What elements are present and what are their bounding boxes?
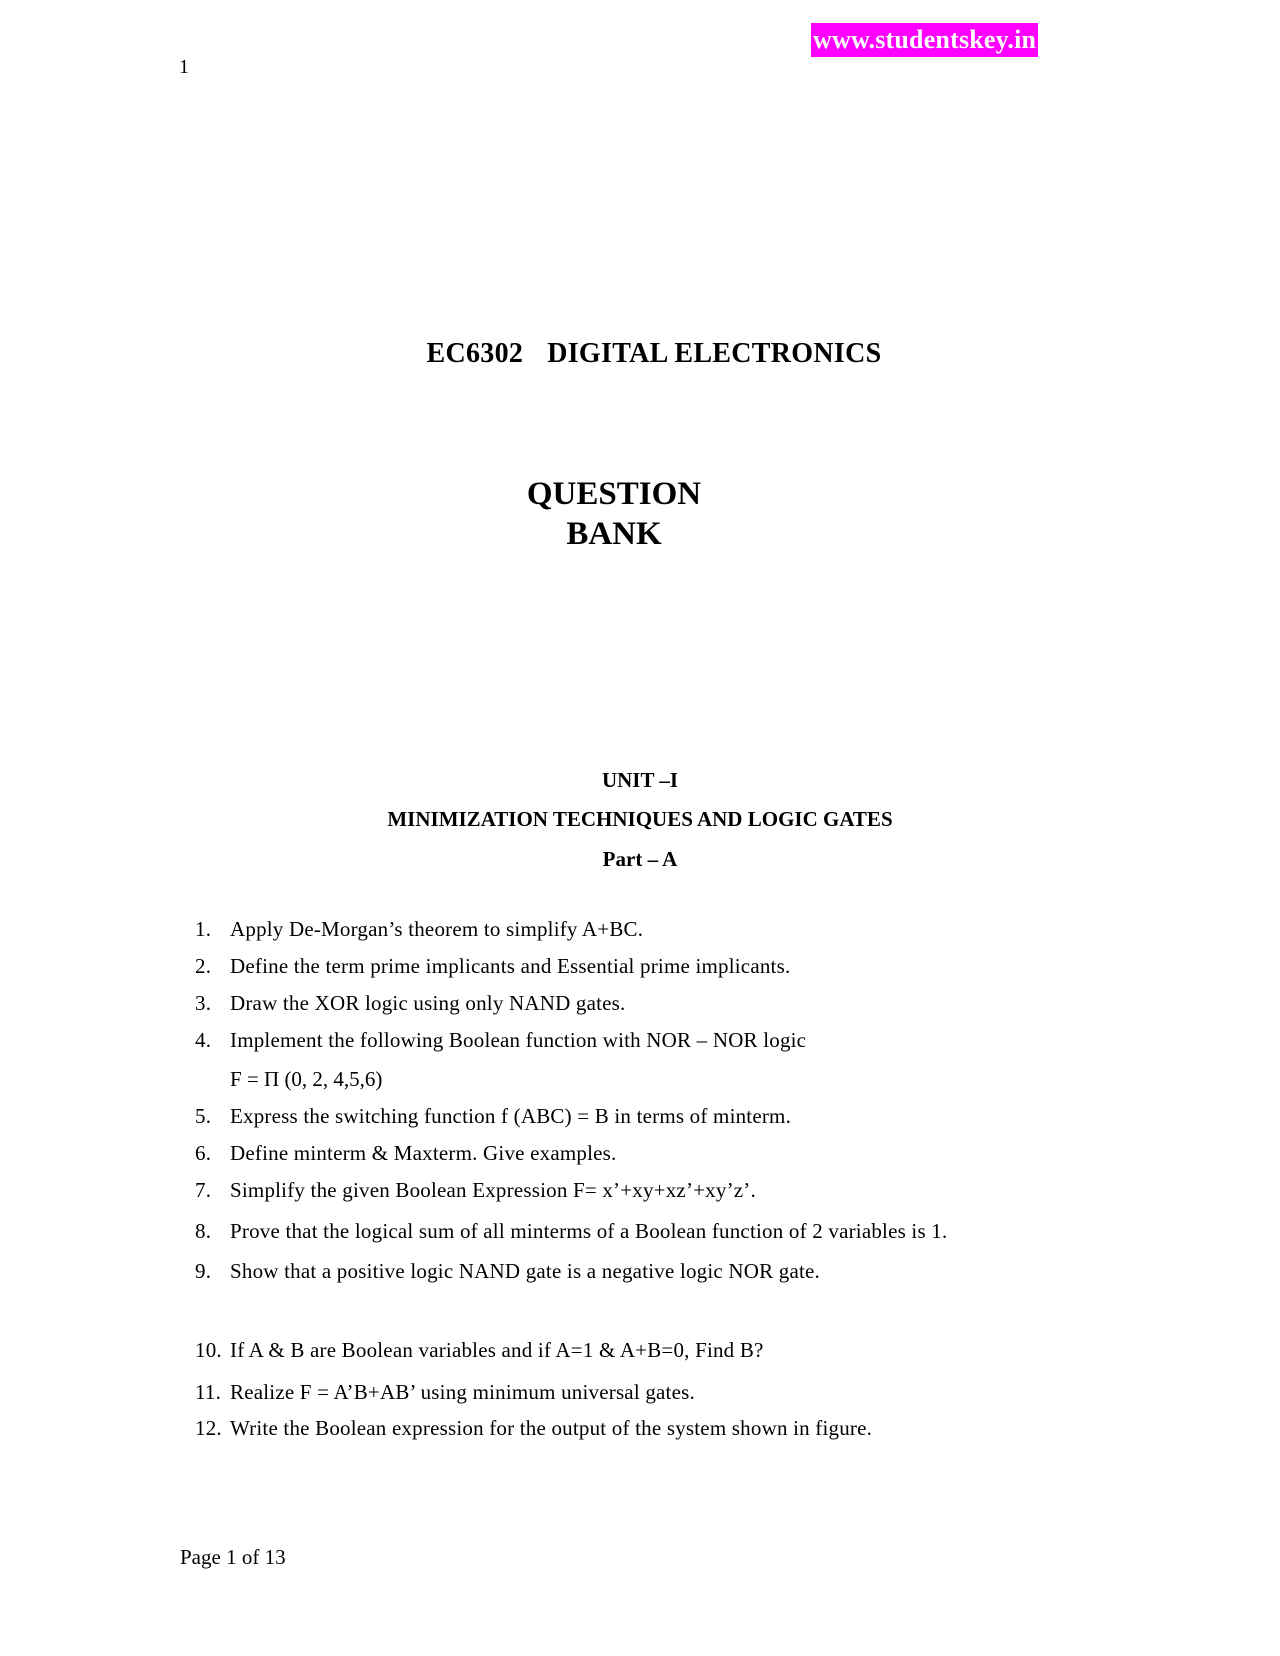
question-item [195,1028,806,1053]
question-number: 3. [195,991,212,1015]
part-heading: Part – A [602,847,678,871]
question-text: Define minterm & Maxterm. Give examples. [230,1141,617,1165]
question-number: 8. [195,1219,212,1243]
question-item [195,991,625,1016]
question-text: Define the term prime implicants and Essential prime implicants. [230,954,791,978]
question-item [195,917,643,942]
question-item [195,1380,695,1405]
question-item [195,1141,616,1166]
document-title-line1: QUESTION [526,476,702,512]
question-item [195,1219,947,1244]
unit-subtitle: MINIMIZATION TECHNIQUES AND LOGIC GATES [387,807,893,831]
question-text: Apply De-Morgan’s theorem to simplify A+BC. [230,917,644,941]
question-text: Draw the XOR logic using only NAND gates. [230,991,626,1015]
question-item [195,1104,791,1129]
question-text: Express the switching function f (ABC) = B in terms of minterm. [230,1104,792,1128]
question-continuation: F = Π (0, 2, 4,5,6) [230,1067,383,1091]
question-number: 4. [195,1028,212,1052]
document-title [0,474,1228,554]
question-text: Realize F = A’B+AB’ using minimum universal gates. [230,1380,695,1404]
question-number: 11. [195,1380,222,1404]
question-number: 7. [195,1178,212,1202]
question-text: Implement the following Boolean function with NOR – NOR logic [230,1028,807,1052]
page-number: 1 [179,56,189,78]
question-item [195,1259,820,1284]
question-item [195,1178,756,1203]
question-item [195,1416,872,1441]
question-text: Simplify the given Boolean Expression F= x’+xy+xz’+xy’z’. [230,1178,756,1202]
question-number: 5. [195,1104,212,1128]
question-number: 9. [195,1259,212,1283]
question-text: Write the Boolean expression for the output of the system shown in figure. [230,1416,873,1440]
question-number: 1. [195,917,212,941]
watermark-link[interactable]: www.studentskey.in [811,23,1038,57]
course-name: DIGITAL ELECTRONICS [547,338,882,369]
question-item [195,1338,764,1363]
page-footer: Page 1 of 13 [180,1545,286,1569]
question-text: Show that a positive logic NAND gate is a negative logic NOR gate. [230,1259,820,1283]
course-title [0,338,1280,370]
question-item [195,954,790,979]
question-number: 12. [195,1416,222,1440]
question-text: Prove that the logical sum of all minterms of a Boolean function of 2 variables is 1. [230,1219,948,1243]
question-number: 2. [195,954,212,978]
document-title-line2: BANK [566,516,662,552]
course-code: EC6302 [426,338,524,369]
question-text: If A & B are Boolean variables and if A=1 & A+B=0, Find B? [230,1338,764,1362]
question-number: 6. [195,1141,212,1165]
unit-heading: UNIT –I [601,768,679,792]
question-number: 10. [195,1338,222,1362]
